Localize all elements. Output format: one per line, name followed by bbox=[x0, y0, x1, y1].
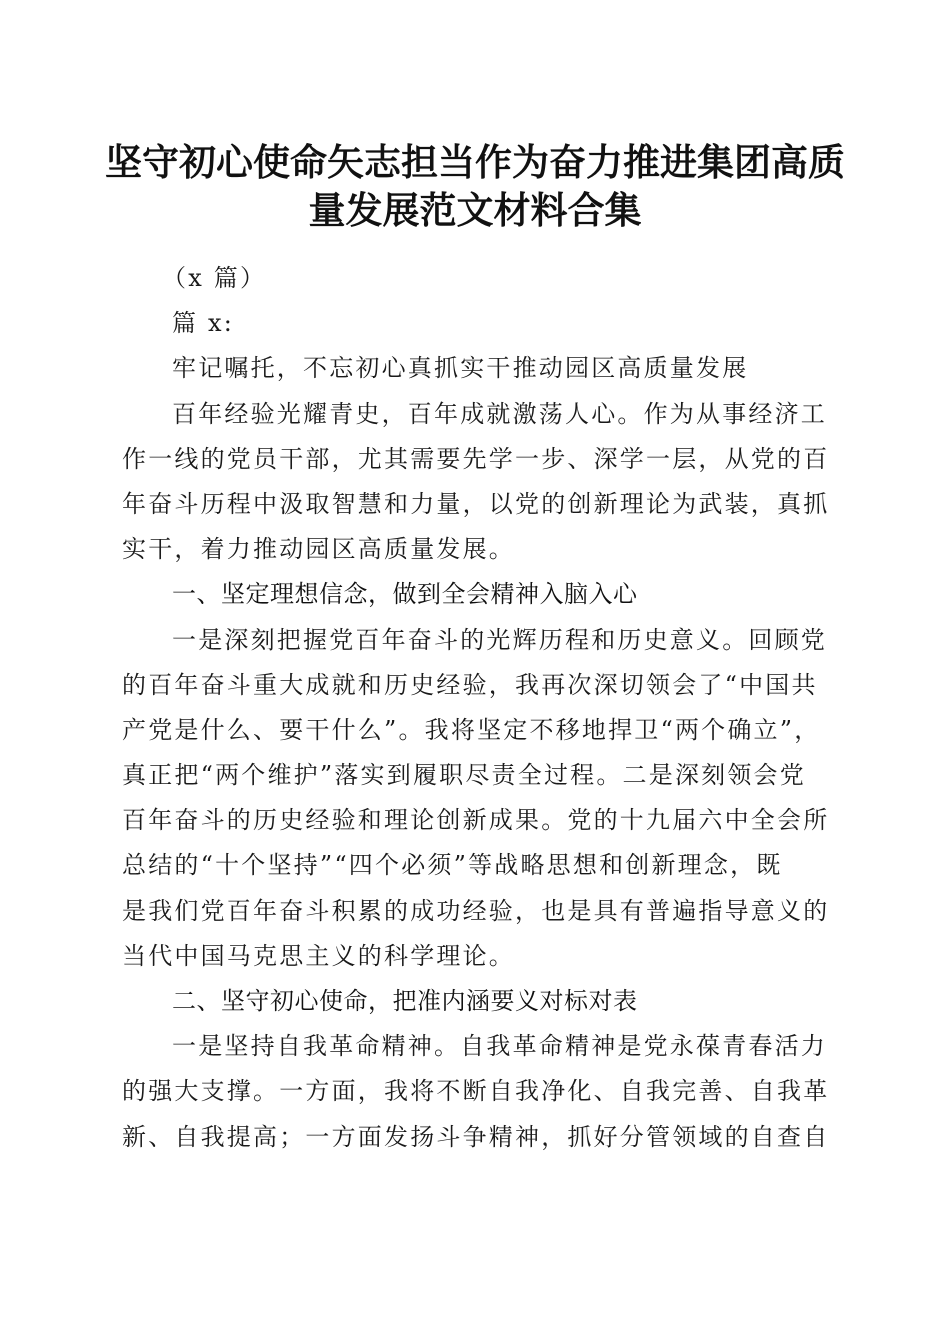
title-line-1: 坚守初心使命矢志担当作为奋力推进集团高质 bbox=[105, 140, 845, 184]
paragraph-line: 年奋斗历程中汲取智慧和力量，以党的创新理论为武装，真抓 bbox=[122, 489, 830, 518]
paragraph-line: 当代中国马克思主义的科学理论。 bbox=[122, 941, 515, 970]
article-label: 篇 x: bbox=[172, 309, 235, 338]
paragraph-line: 总结的“十个坚持”“四个必须”等战略思想和创新理念，既 bbox=[122, 851, 783, 880]
article-title: 牢记嘱托，不忘初心真抓实干推动园区高质量发展 bbox=[172, 354, 749, 383]
section-heading-2: 二、坚守初心使命，把准内涵要义对标对表 bbox=[172, 987, 638, 1015]
paragraph-line: 百年奋斗的历史经验和理论创新成果。党的十九届六中全会所 bbox=[122, 806, 830, 835]
paragraph-line: 一是坚持自我革命精神。自我革命精神是党永葆青春活力 bbox=[172, 1032, 827, 1061]
paragraph-line: 百年经验光耀青史，百年成就激荡人心。作为从事经济工 bbox=[172, 399, 827, 428]
document-body bbox=[122, 256, 830, 1160]
document-title bbox=[95, 138, 855, 234]
count-note: （x 篇） bbox=[162, 264, 267, 292]
paragraph-line: 的强大支撑。一方面，我将不断自我净化、自我完善、自我革 bbox=[122, 1077, 830, 1106]
section-2-paragraph bbox=[122, 1024, 830, 1160]
intro-paragraph bbox=[122, 392, 830, 573]
paragraph-line: 的百年奋斗重大成就和历史经验，我再次深切领会了“中国共 bbox=[122, 670, 818, 699]
paragraph-line: 实干，着力推动园区高质量发展。 bbox=[122, 535, 515, 564]
section-1-paragraph bbox=[122, 618, 830, 980]
section-heading-1: 一、坚定理想信念，做到全会精神入脑入心 bbox=[172, 580, 638, 609]
paragraph-line: 作一线的党员干部，尤其需要先学一步、深学一层，从党的百 bbox=[122, 444, 830, 473]
paragraph-line: 是我们党百年奋斗积累的成功经验，也是具有普遍指导意义的 bbox=[122, 896, 830, 925]
paragraph-line: 产党是什么、要干什么”。我将坚定不移地捍卫“两个确立”， bbox=[122, 715, 821, 744]
paragraph-line: 新、自我提高；一方面发扬斗争精神，抓好分管领域的自查自 bbox=[122, 1122, 830, 1151]
title-line-2: 量发展范文材料合集 bbox=[308, 188, 642, 232]
paragraph-line: 一是深刻把握党百年奋斗的光辉历程和历史意义。回顾党 bbox=[172, 625, 827, 654]
paragraph-line: 真正把“两个维护”落实到履职尽责全过程。二是深刻领会党 bbox=[122, 761, 806, 790]
